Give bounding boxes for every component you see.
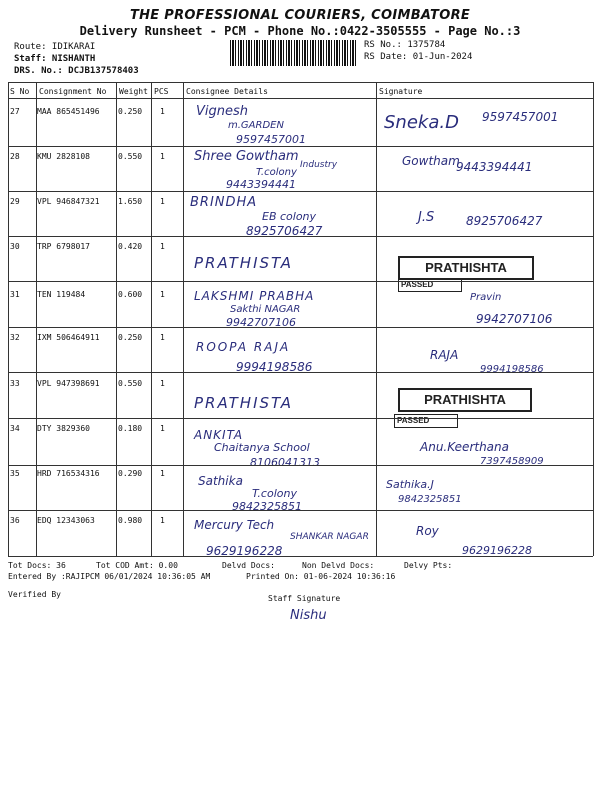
table-right-border (593, 82, 594, 556)
cell-consignment: KMU 2828108 (37, 152, 90, 161)
consignee-name: PRATHISTA (194, 394, 294, 412)
consignee-area: T.colony (256, 167, 297, 178)
consignee-phone: 8106041313 (250, 456, 320, 469)
delvd-docs: Delvd Docs: (222, 561, 275, 570)
consignee-phone: 8925706427 (246, 224, 323, 238)
row-divider (8, 418, 593, 419)
cell-weight: 0.250 (118, 333, 143, 342)
consignee-name: Mercury Tech (194, 518, 275, 532)
signature-name: Sathika.J (386, 478, 434, 491)
cell-consignment: MAA 865451496 (37, 107, 100, 116)
cell-weight: 0.180 (118, 424, 143, 433)
cell-consignment: TEN 119484 (37, 290, 86, 299)
consignee-area: m.GARDEN (228, 120, 284, 131)
tot-docs: Tot Docs: 36 (8, 561, 66, 570)
company-stamp: PRATHISHTA (398, 388, 532, 412)
col-header-signature: Signature (379, 87, 423, 96)
verified-by: Verified By (8, 590, 61, 599)
signature-phone: 9597457001 (482, 110, 559, 124)
consignee-name: ANKITA (194, 428, 244, 442)
cell-consignment: TRP 6798017 (37, 242, 90, 251)
cell-sno: 28 (10, 152, 20, 161)
col-divider (116, 82, 117, 556)
signature-name: RAJA (430, 348, 459, 362)
company-title: THE PROFESSIONAL COURIERS, COIMBATORE (129, 8, 471, 23)
company-stamp: PRATHISHTA (398, 256, 534, 280)
staff-signature-label: Staff Signature (268, 594, 341, 603)
consignee-area: EB colony (262, 210, 317, 223)
consignee-area: SHANKAR NAGAR (290, 532, 369, 542)
rs-date: RS Date: 01-Jun-2024 (364, 52, 473, 62)
cell-consignment: VPL 947398691 (37, 379, 100, 388)
row-divider (8, 327, 593, 328)
signature-phone: 9629196228 (462, 544, 532, 557)
drs-number: DRS. No.: DCJB137578403 (14, 66, 139, 76)
cell-sno: 34 (10, 424, 20, 433)
cell-pcs: 1 (160, 516, 165, 525)
signature-name: Gowtham (402, 154, 460, 168)
signature-phone: 9842325851 (398, 494, 462, 505)
signature-name: Roy (416, 524, 439, 538)
consignee-name: Vignesh (196, 104, 249, 119)
table-bottom-rule (8, 556, 593, 557)
table-left-border (8, 82, 9, 556)
col-header-consignee: Consignee Details (186, 87, 268, 96)
col-header-consignment: Consignment No (39, 87, 107, 96)
barcode (230, 40, 358, 66)
row-divider (8, 281, 593, 282)
signature-phone: 9994198586 (480, 364, 544, 375)
cell-weight: 1.650 (118, 197, 143, 206)
cell-consignment: DTY 3829360 (37, 424, 90, 433)
cell-sno: 30 (10, 242, 20, 251)
entered-by: Entered By :RAJIPCM 06/01/2024 10:36:05 AM (8, 572, 211, 581)
col-header-sno: S No (10, 87, 30, 96)
consignee-phone: 9942707106 (226, 316, 296, 329)
cell-pcs: 1 (160, 242, 165, 251)
row-divider (8, 236, 593, 237)
col-header-pcs: PCS (154, 87, 169, 96)
cell-sno: 31 (10, 290, 20, 299)
consignee-name: BRINDHA (190, 195, 258, 210)
consignee-name: Shree Gowtham (194, 149, 299, 164)
staff-signature: Nishu (290, 608, 327, 623)
tot-cod-amount: Tot COD Amt: 0.00 (96, 561, 178, 570)
consignee-phone: 9994198586 (236, 360, 313, 374)
cell-consignment: IXM 506464911 (37, 333, 100, 342)
passed-stamp: PASSED (398, 278, 462, 292)
cell-pcs: 1 (160, 333, 165, 342)
signature-name: Sneka.D (384, 112, 459, 133)
cell-consignment: VPL 946847321 (37, 197, 100, 206)
signature-phone: 8925706427 (466, 214, 543, 228)
consignee-phone: 9597457001 (236, 133, 306, 146)
signature-phone: 9942707106 (476, 312, 553, 326)
col-header-weight: Weight (119, 87, 148, 96)
consignee-phone: 9842325851 (232, 500, 302, 513)
consignee-area: Industry (300, 160, 338, 170)
cell-weight: 0.980 (118, 516, 143, 525)
header-bottom-rule (8, 98, 593, 99)
cell-pcs: 1 (160, 152, 165, 161)
consignee-area: T.colony (252, 487, 297, 500)
cell-pcs: 1 (160, 424, 165, 433)
cell-weight: 0.420 (118, 242, 143, 251)
row-divider (8, 510, 593, 511)
consignee-area: Sakthi NAGAR (230, 304, 301, 315)
signature-phone: 7397458909 (480, 456, 544, 467)
row-divider (8, 465, 593, 466)
cell-sno: 36 (10, 516, 20, 525)
passed-stamp: PASSED (394, 414, 458, 428)
cell-weight: 0.250 (118, 107, 143, 116)
consignee-name: ROOPA RAJA (196, 340, 291, 354)
signature-name: J.S (418, 210, 435, 225)
cell-sno: 29 (10, 197, 20, 206)
consignee-name: PRATHISTA (194, 254, 294, 272)
cell-sno: 27 (10, 107, 20, 116)
row-divider (8, 146, 593, 147)
runsheet-subtitle: Delivery Runsheet - PCM - Phone No.:0422-3505555 - Page No.:3 (79, 24, 521, 38)
cell-weight: 0.600 (118, 290, 143, 299)
consignee-area: Chaitanya School (214, 441, 310, 454)
cell-pcs: 1 (160, 107, 165, 116)
row-divider (8, 191, 593, 192)
cell-sno: 35 (10, 469, 20, 478)
row-divider (8, 372, 593, 373)
cell-weight: 0.290 (118, 469, 143, 478)
col-divider (36, 82, 37, 556)
printed-on: Printed On: 01-06-2024 10:36:16 (246, 572, 396, 581)
cell-consignment: HRD 716534316 (37, 469, 100, 478)
cell-sno: 32 (10, 333, 20, 342)
cell-pcs: 1 (160, 379, 165, 388)
consignee-name: Sathika (198, 474, 243, 488)
cell-weight: 0.550 (118, 379, 143, 388)
cell-consignment: EDQ 12343063 (37, 516, 95, 525)
non-delvd-docs: Non Delvd Docs: (302, 561, 375, 570)
col-divider (376, 82, 377, 556)
signature-name: Pravin (470, 292, 502, 303)
col-divider (183, 82, 184, 556)
table-top-rule (8, 82, 593, 83)
staff: Staff: NISHANTH (14, 54, 96, 64)
rs-number: RS No.: 1375784 (364, 40, 446, 50)
col-divider (151, 82, 152, 556)
signature-phone: 9443394441 (456, 160, 533, 174)
consignee-name: LAKSHMI PRABHA (194, 289, 315, 303)
route: Route: IDIKARAI (14, 42, 96, 52)
consignee-phone: 9443394441 (226, 178, 296, 191)
signature-name: Anu.Keerthana (420, 440, 509, 454)
cell-pcs: 1 (160, 290, 165, 299)
delvy-pts: Delvy Pts: (404, 561, 453, 570)
consignee-phone: 9629196228 (206, 544, 283, 558)
cell-sno: 33 (10, 379, 20, 388)
cell-pcs: 1 (160, 197, 165, 206)
cell-weight: 0.550 (118, 152, 143, 161)
cell-pcs: 1 (160, 469, 165, 478)
